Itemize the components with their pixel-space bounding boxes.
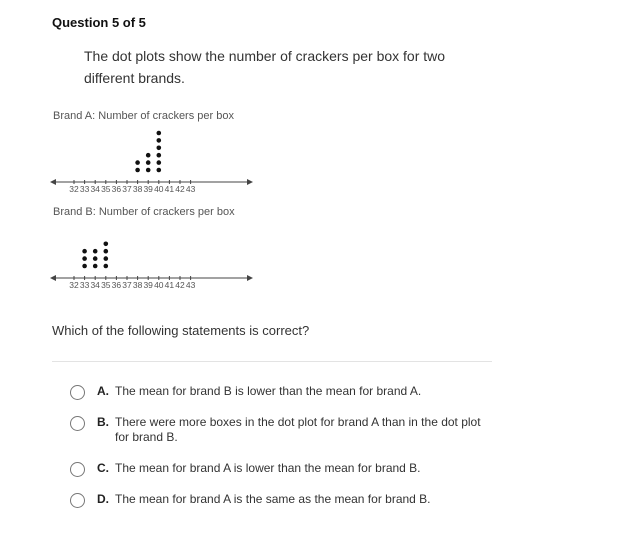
data-dot [135, 168, 140, 173]
axis-arrow-right [247, 275, 253, 281]
data-dot [146, 168, 151, 173]
choice-a[interactable] [70, 384, 490, 400]
choice-d[interactable] [70, 492, 490, 508]
brand-b-dot-plot [50, 220, 260, 292]
tick-label: 39 [143, 280, 153, 290]
data-dot [104, 249, 109, 254]
tick-label: 33 [79, 184, 90, 194]
axis-arrow-left [50, 275, 56, 281]
tick-label: 43 [185, 280, 196, 290]
data-dot [82, 264, 87, 269]
data-dot [93, 264, 98, 269]
data-dot [157, 138, 162, 143]
brand-a-plot-title: Brand A: Number of crackers per box [53, 110, 234, 122]
tick-label: 34 [90, 184, 100, 194]
choice-c-letter: C. [97, 461, 109, 475]
data-dot [157, 160, 162, 165]
data-dot [82, 249, 87, 254]
tick-label: 32 [69, 280, 79, 290]
choice-b-letter: B. [97, 415, 109, 429]
data-dot [135, 160, 140, 165]
tick-label: 40 [154, 184, 164, 194]
tick-label: 41 [164, 184, 175, 194]
tick-label: 39 [143, 184, 153, 194]
tick-label: 32 [69, 184, 79, 194]
tick-label: 43 [185, 184, 196, 194]
choice-d-letter: D. [97, 492, 109, 506]
data-dot [146, 160, 151, 165]
divider [52, 361, 492, 362]
data-dot [82, 256, 87, 261]
data-dot [104, 264, 109, 269]
radio-d[interactable] [70, 493, 85, 508]
radio-b[interactable] [70, 416, 85, 431]
brand-a-dot-plot [50, 124, 260, 196]
tick-label: 42 [175, 184, 185, 194]
axis-arrow-right [247, 179, 253, 185]
tick-label: 37 [122, 280, 132, 290]
tick-label: 33 [79, 280, 90, 290]
tick-label: 38 [132, 184, 143, 194]
tick-label: 34 [90, 280, 100, 290]
tick-label: 37 [122, 184, 132, 194]
tick-label: 36 [111, 184, 122, 194]
choice-d-text: The mean for brand A is the same as the mean for brand B. [115, 492, 431, 506]
tick-label: 36 [111, 280, 122, 290]
brand-b-plot-title: Brand B: Number of crackers per box [53, 206, 235, 218]
choice-b-text: There were more boxes in the dot plot for brand A than in the dot plot for brand B. [115, 415, 481, 444]
choice-c[interactable] [70, 461, 490, 477]
data-dot [157, 146, 162, 151]
data-dot [104, 242, 109, 247]
data-dot [157, 131, 162, 136]
choice-a-letter: A. [97, 384, 109, 398]
radio-c[interactable] [70, 462, 85, 477]
tick-label: 38 [132, 280, 143, 290]
choice-a-text: The mean for brand B is lower than the mean for brand A. [115, 384, 422, 398]
data-dot [93, 256, 98, 261]
tick-label: 41 [164, 280, 175, 290]
data-dot [157, 168, 162, 173]
tick-label: 42 [175, 280, 185, 290]
data-dot [157, 153, 162, 158]
radio-a[interactable] [70, 385, 85, 400]
tick-label: 35 [101, 184, 111, 194]
choice-c-text: The mean for brand A is lower than the mean for brand B. [115, 461, 421, 475]
choice-b[interactable] [70, 415, 490, 445]
axis-arrow-left [50, 179, 56, 185]
question-text: Which of the following statements is correct? [52, 323, 310, 338]
question-prompt: The dot plots show the number of crackers per box for two different brands. [84, 48, 446, 86]
data-dot [146, 153, 151, 158]
tick-label: 35 [101, 280, 111, 290]
data-dot [93, 249, 98, 254]
tick-label: 40 [154, 280, 164, 290]
question-counter: Question 5 of 5 [52, 15, 146, 30]
data-dot [104, 256, 109, 261]
